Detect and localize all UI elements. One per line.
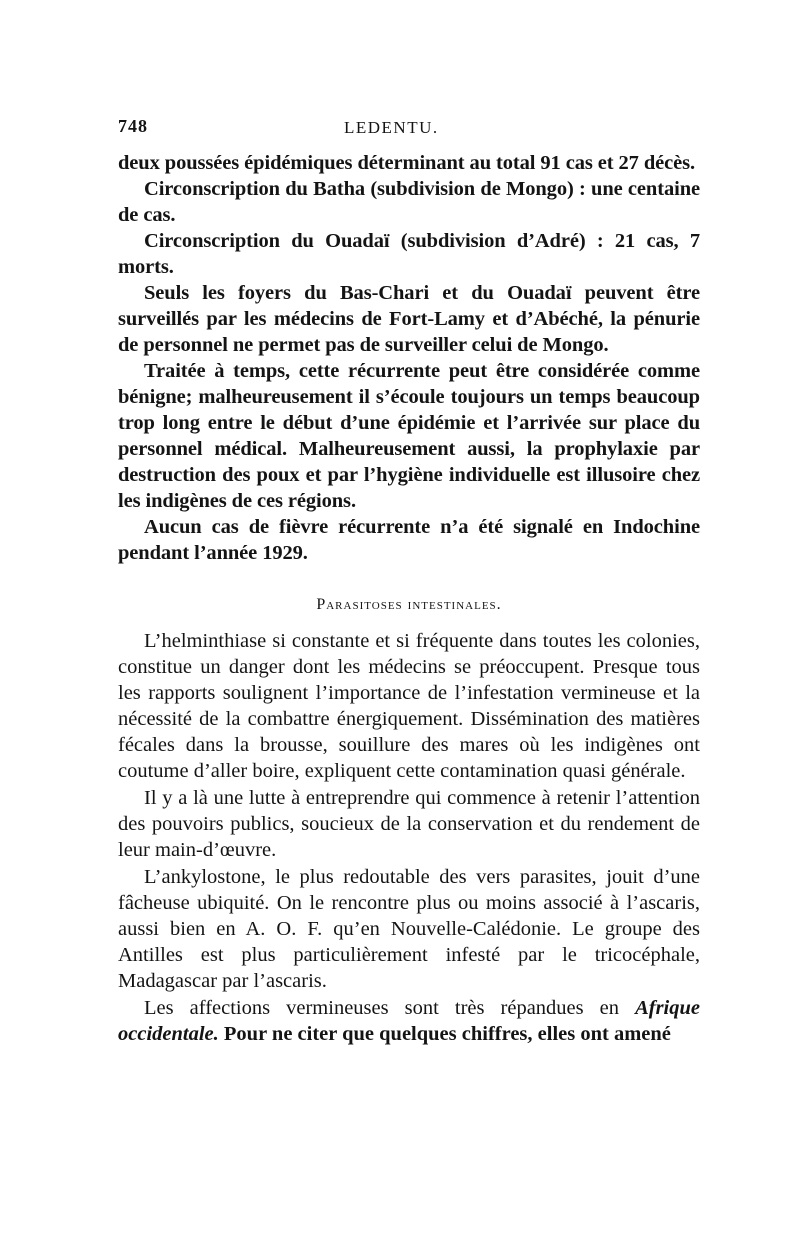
running-title: LEDENTU. <box>344 118 439 137</box>
paragraph: L’ankylostone, le plus redoutable des vers parasites, jouit d’une fâcheuse ubiquité. On le rencontre plus ou moins associé à l’ascaris, aussi bien en A. O. F. qu’en Nouvelle-Calédonie. Le groupe des Antilles est plus particulièrement infesté par le tricocéphale, Madagascar par l’ascaris. <box>118 866 700 992</box>
paragraph: deux poussées épidémiques déterminant au total 91 cas et 27 décès. <box>118 152 696 174</box>
paragraph: Circonscription du Batha (subdivision de Mongo) : une centaine de cas. <box>118 178 700 226</box>
paragraph-lead: Les affections vermineuses sont très répandues en <box>144 997 636 1019</box>
paragraph: Il y a là une lutte à entreprendre qui commence à retenir l’attention des pouvoirs publics, soucieux de la conservation et du rendement de leur main-d’œuvre. <box>118 787 700 861</box>
paragraph: L’helminthiase si constante et si fréquente dans toutes les colonies, constitue un danger dont les médecins se préoccupent. Presque tous les rapports soulignent l’importance de l’infestation vermineuse et la nécessité de la combattre énergiquement. Dissémination des matières fécales dans la brousse, souillure des mares où les indigènes ont coutume d’aller boire, expliquent cette contamination quasi générale. <box>118 630 700 782</box>
paragraph-tail: Pour ne citer que quelques chiffres, elles ont amené <box>218 1023 671 1045</box>
emphasis-text: Afrique occidentale. <box>118 997 700 1045</box>
section-heading: Parasitoses intestinales. <box>316 596 502 613</box>
document-page <box>118 112 700 1048</box>
paragraph: Circonscription du Ouadaï (subdivision d’Adré) : 21 cas, 7 morts. <box>118 230 700 278</box>
running-head <box>118 112 700 150</box>
page-number: 748 <box>118 116 148 136</box>
paragraph: Traitée à temps, cette récurrente peut être considérée comme bénigne; malheureusement il s’écoule toujours un temps beaucoup trop long entre le début d’une épidémie et l’arrivée sur place du personnel médical. Malheureusement aussi, la prophylaxie par destruction des poux et par l’hygiène individuelle est illusoire chez les indigènes de ces régions. <box>118 360 700 512</box>
paragraph: Seuls les foyers du Bas-Chari et du Ouadaï peuvent être surveillés par les médecins de Fort-Lamy et d’Abéché, la pénurie de personnel ne permet pas de surveiller celui de Mongo. <box>118 282 700 356</box>
paragraph: Aucun cas de fièvre récurrente n’a été signalé en Indochine pendant l’année 1929. <box>118 516 700 564</box>
paragraph-last <box>118 995 700 1047</box>
